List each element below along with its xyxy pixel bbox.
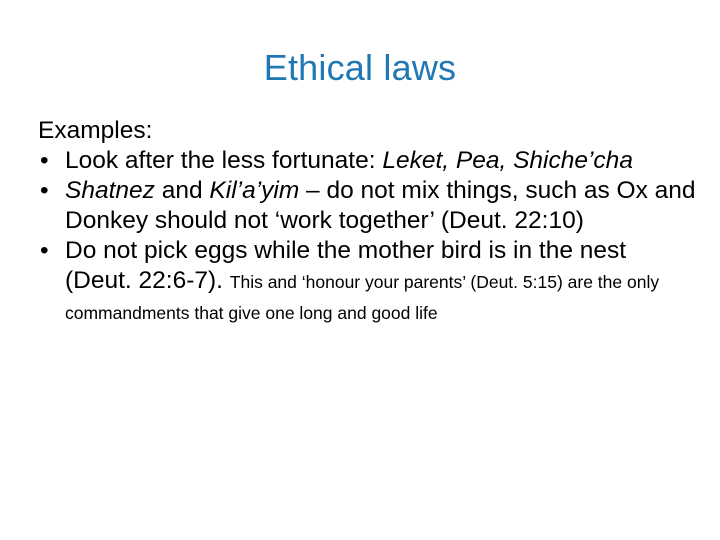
bullet-text: Do not pick eggs while the mother bird is in the nest (Deut. 22:6-7). bbox=[65, 237, 627, 294]
bullet-small-text: This and ‘honour your parents’ (Deut. 5:15) are the only commandments that give one long and good life bbox=[65, 272, 660, 323]
bullet-text: and bbox=[154, 177, 210, 204]
bullet-item-eggs bbox=[38, 236, 698, 328]
bullet-icon: • bbox=[40, 177, 49, 204]
bullet-item-fortunate bbox=[38, 146, 698, 176]
bullet-text: – do not mix things, such as Ox and Donkey should not ‘work together’ (Deut. 22:10) bbox=[65, 177, 696, 234]
bullet-italic-text: Kil’a’yim bbox=[209, 177, 300, 204]
examples-label: Examples: bbox=[38, 117, 153, 144]
bullet-italic-text: Leket, Pea, Shiche’cha bbox=[382, 147, 633, 174]
bullet-icon: • bbox=[40, 237, 49, 264]
bullet-list bbox=[38, 146, 698, 328]
slide-title: Ethical laws bbox=[263, 47, 457, 88]
bullet-item-mixing bbox=[38, 176, 698, 236]
slide-body bbox=[38, 116, 698, 328]
bullet-text: Look after the less fortunate: bbox=[65, 147, 383, 174]
bullet-icon: • bbox=[40, 147, 49, 174]
bullet-italic-text: Shatnez bbox=[65, 177, 155, 204]
